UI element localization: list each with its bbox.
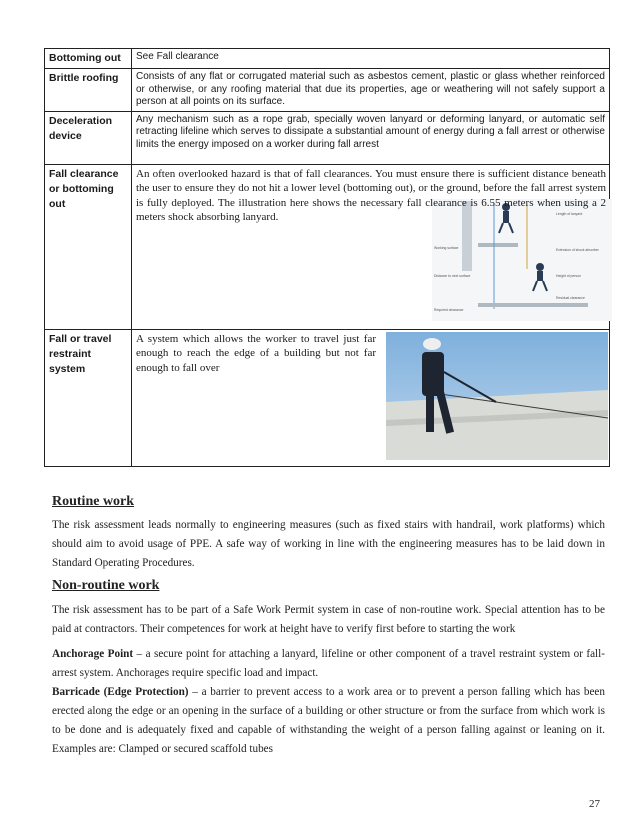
definitions-table (44, 48, 610, 467)
anchorage-text: – a secure point for attaching a lanyard, lifeline or other component of a travel restraint system or fall-arrest system. Anchorages require specific load and impact. (52, 648, 605, 679)
definition-cell: Consists of any flat or corrugated material such as asbestos cement, plastic or glass whether reinforced or otherwise, or any roofing material that due its properties, age or weathering will not safely support a person at all points on its surface. (132, 69, 610, 112)
anchorage-term: Anchorage Point (52, 648, 134, 660)
figure-label: Required clearance (434, 307, 464, 312)
helmet-icon (423, 338, 441, 350)
figure-label: Distance to next surface (434, 273, 471, 278)
term-cell: Deceleration device (45, 111, 132, 164)
table-row (45, 49, 610, 69)
non-routine-work-heading: Non-routine work (52, 578, 160, 593)
anchorage-paragraph (52, 645, 605, 683)
routine-work-paragraph: The risk assessment leads normally to engineering measures (such as fixed stairs with handrail, work platforms) which should aim to avoid usage of PPE. A safe way of working in line with the engineering measures has to be laid down in Standard Operating Procedures. (52, 519, 605, 569)
figure-label: Length of lanyard (556, 211, 583, 216)
figure-label: Working surface (434, 245, 459, 250)
definition-cell (132, 164, 610, 329)
definition-cell (132, 329, 610, 466)
table-row (45, 329, 610, 466)
term-cell: Bottoming out (45, 49, 132, 69)
page-number: 27 (589, 798, 600, 810)
fall-clearance-text: An often overlooked hazard is that of fall clearances. You must ensure there is sufficient distance beneath the user to ensure they do not hit a lower level (bottoming out), or the ground, before the fall arrest system is fully deployed. The illustration here shows the necessary fall clearance is 6.55 meters when using a 2 meters shock absorbing lanyard. (136, 167, 606, 223)
barricade-text: – a barrier to prevent access to a work area or to prevent a person falling which has been erected along the edge or an opening in the surface of a building or other structure or from the surface from which work is to be done and is adequately fixed and capable of withstanding the weight of a person falling against or leaning on it. Examples are: Clamped or secured scaffold tubes (52, 686, 605, 755)
term-cell: Fall clearance or bottoming out (45, 164, 132, 329)
figure-label: Height of person (556, 273, 581, 278)
figure-label: Extension of shock absorber (556, 247, 599, 252)
routine-work-heading: Routine work (52, 494, 135, 509)
definition-cell: See Fall clearance (132, 49, 610, 69)
definition-cell: Any mechanism such as a rope grab, specially woven lanyard or deforming lanyard, or automatic self retracting lifeline which serves to dissipate a substantial amount of energy during a fall arrest or otherwise limits the energy imposed on a worker during fall arrest (132, 111, 610, 164)
worker-arrested-icon (536, 263, 544, 271)
worker-on-roof-photo (386, 332, 608, 460)
table-row (45, 69, 610, 112)
non-routine-work-paragraph: The risk assessment has to be part of a Safe Work Permit system in case of non-routine work. Special attention has to be paid at contractors. Their competences for work at height have to verify first before to starting the work (52, 604, 605, 635)
term-cell: Brittle roofing (45, 69, 132, 112)
barricade-term: Barricade (Edge Protection) (52, 686, 189, 698)
term-cell: Fall or travel restraint system (45, 329, 132, 466)
table-row (45, 111, 610, 164)
figure-label: Residual clearance (556, 295, 585, 300)
table-row (45, 164, 610, 329)
barricade-paragraph (52, 683, 605, 759)
restraint-text: A system which allows the worker to travel just far enough to reach the edge of a building but not far enough to fall over (136, 332, 376, 374)
